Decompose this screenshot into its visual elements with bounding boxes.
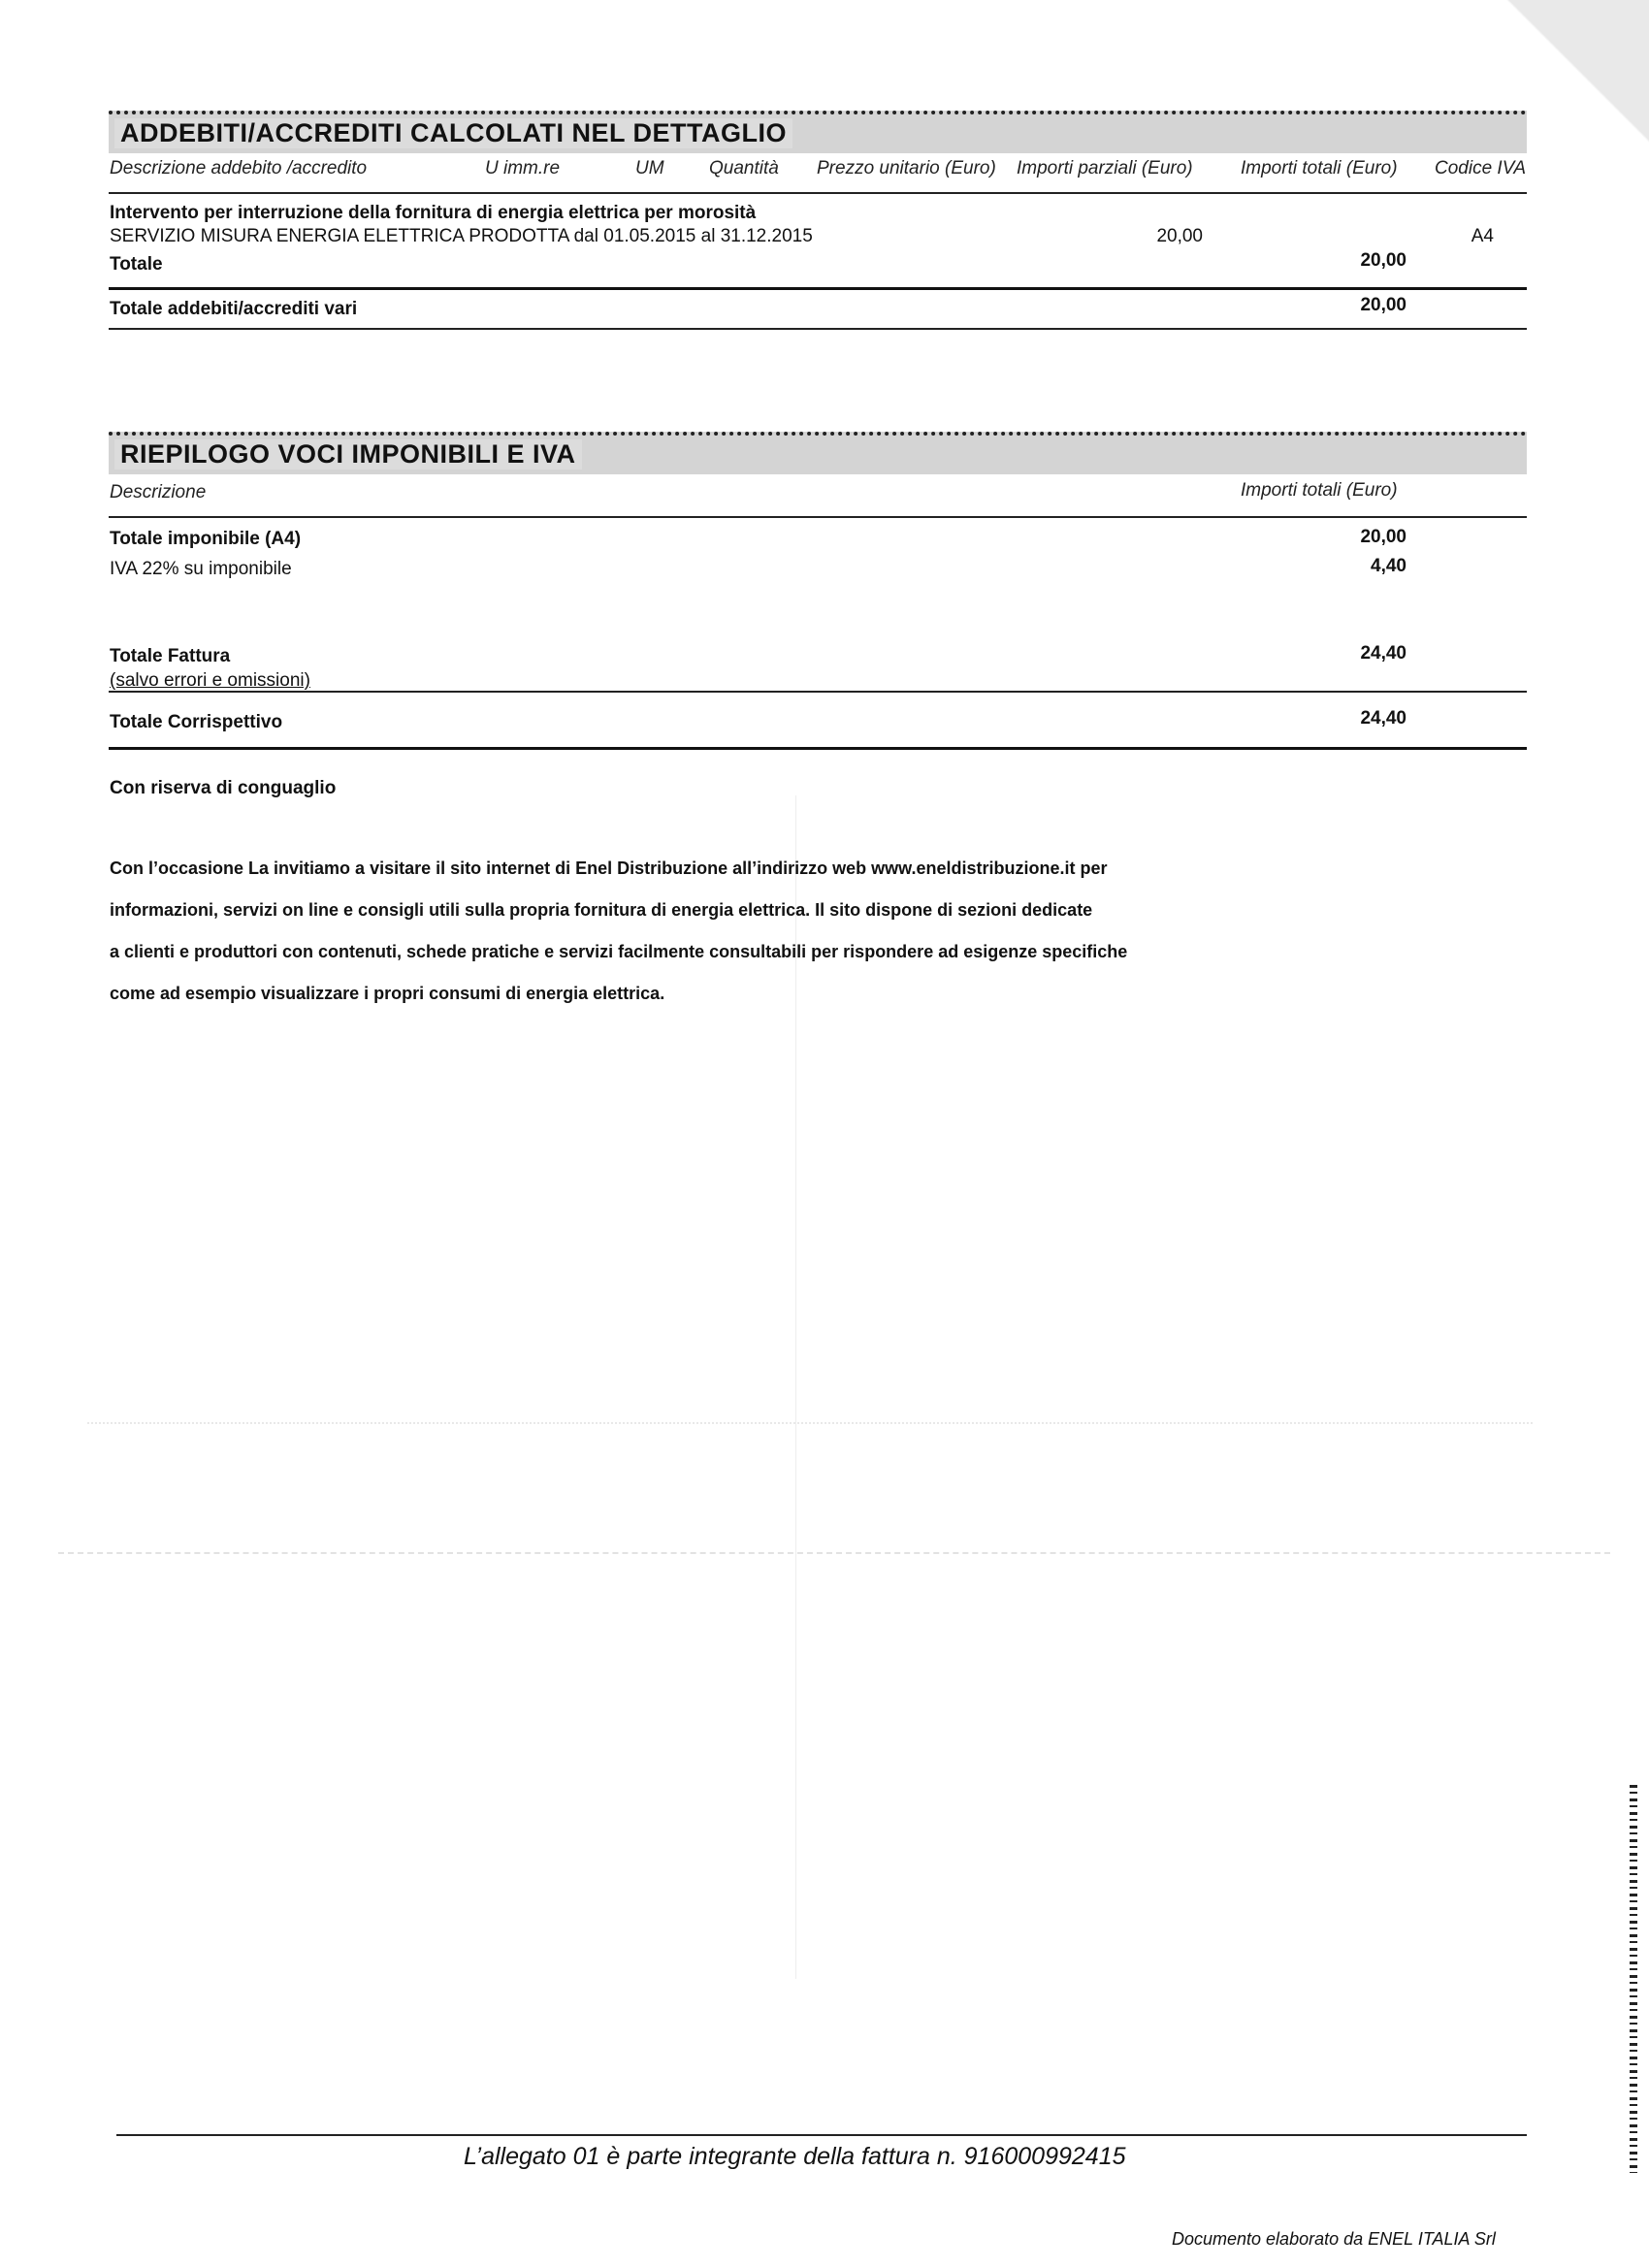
info-paragraph: [110, 848, 1235, 1015]
totale-fattura-label: Totale Fattura: [110, 646, 231, 666]
totale-corrispettivo-label: Totale Corrispettivo: [110, 712, 283, 732]
header-rule: [109, 516, 1527, 518]
col-header-prezzo: Prezzo unitario (Euro): [817, 158, 996, 178]
col-header-codice: Codice IVA: [1435, 158, 1526, 178]
totale-rule: [109, 287, 1527, 290]
imponibile-value: 20,00: [1360, 527, 1406, 547]
col-header-um: UM: [635, 158, 664, 178]
section-title: ADDEBITI/ACCREDITI CALCOLATI NEL DETTAGLIO: [114, 118, 792, 148]
paragraph-line: Con l’occasione La invitiamo a visitare il sito internet di Enel Distribuzione all’indirizzo web www.eneldistribuzione.it per: [110, 859, 1108, 878]
elaborato-note: Documento elaborato da ENEL ITALIA Srl: [1172, 2229, 1496, 2249]
totale-vari-rule: [109, 328, 1527, 330]
totale-corrispettivo-value: 24,40: [1360, 708, 1406, 729]
iva-label: IVA 22% su imponibile: [110, 559, 292, 579]
item-description: SERVIZIO MISURA ENERGIA ELETTRICA PRODOTTA dal 01.05.2015 al 31.12.2015: [110, 226, 813, 246]
totale-vari-value: 20,00: [1360, 295, 1406, 315]
col-header-parziali: Importi parziali (Euro): [1017, 158, 1193, 178]
col-header-descrizione: Descrizione: [110, 482, 207, 502]
footer-rule: [116, 2134, 1527, 2136]
totale-label: Totale: [110, 254, 163, 275]
paragraph-line: a clienti e produttori con contenuti, schede pratiche e servizi facilmente consultabili per rispondere ad esigenze specifiche: [110, 942, 1128, 961]
totale-vari-label: Totale addebiti/accrediti vari: [110, 299, 358, 319]
paragraph-line: come ad esempio visualizzare i propri consumi di energia elettrica.: [110, 984, 665, 1003]
header-rule: [109, 192, 1527, 194]
col-header-totali: Importi totali (Euro): [1241, 158, 1398, 178]
section-title: RIEPILOGO VOCI IMPONIBILI E IVA: [114, 439, 582, 470]
iva-value: 4,40: [1371, 556, 1406, 576]
corrispettivo-rule: [109, 747, 1527, 750]
item-partial-amount: 20,00: [1156, 226, 1203, 246]
col-header-totali: Importi totali (Euro): [1241, 480, 1398, 501]
allegato-note: L’allegato 01 è parte integrante della fattura n. 916000992415: [464, 2143, 1126, 2170]
group-title: Intervento per interruzione della fornitura di energia elettrica per morosità: [110, 203, 757, 223]
section-header-addebiti: [109, 111, 1527, 153]
col-header-descrizione: Descrizione addebito /accredito: [110, 158, 368, 178]
item-vat-code: A4: [1471, 226, 1494, 246]
imponibile-label: Totale imponibile (A4): [110, 529, 302, 549]
paragraph-line: informazioni, servizi on line e consigli utili sulla propria fornitura di energia elettrica. Il sito dispone di sezioni dedicate: [110, 900, 1093, 920]
riserva-conguaglio: Con riserva di conguaglio: [110, 778, 337, 798]
totale-fattura-note: (salvo errori e omissioni): [110, 670, 310, 691]
totale-value: 20,00: [1360, 250, 1406, 271]
col-header-umm: U imm.re: [485, 158, 561, 178]
fattura-rule: [109, 691, 1527, 693]
section-header-riepilogo: [109, 432, 1527, 474]
col-header-quantita: Quantità: [709, 158, 779, 178]
side-barcode: [1630, 1785, 1637, 2173]
totale-fattura-value: 24,40: [1360, 643, 1406, 664]
